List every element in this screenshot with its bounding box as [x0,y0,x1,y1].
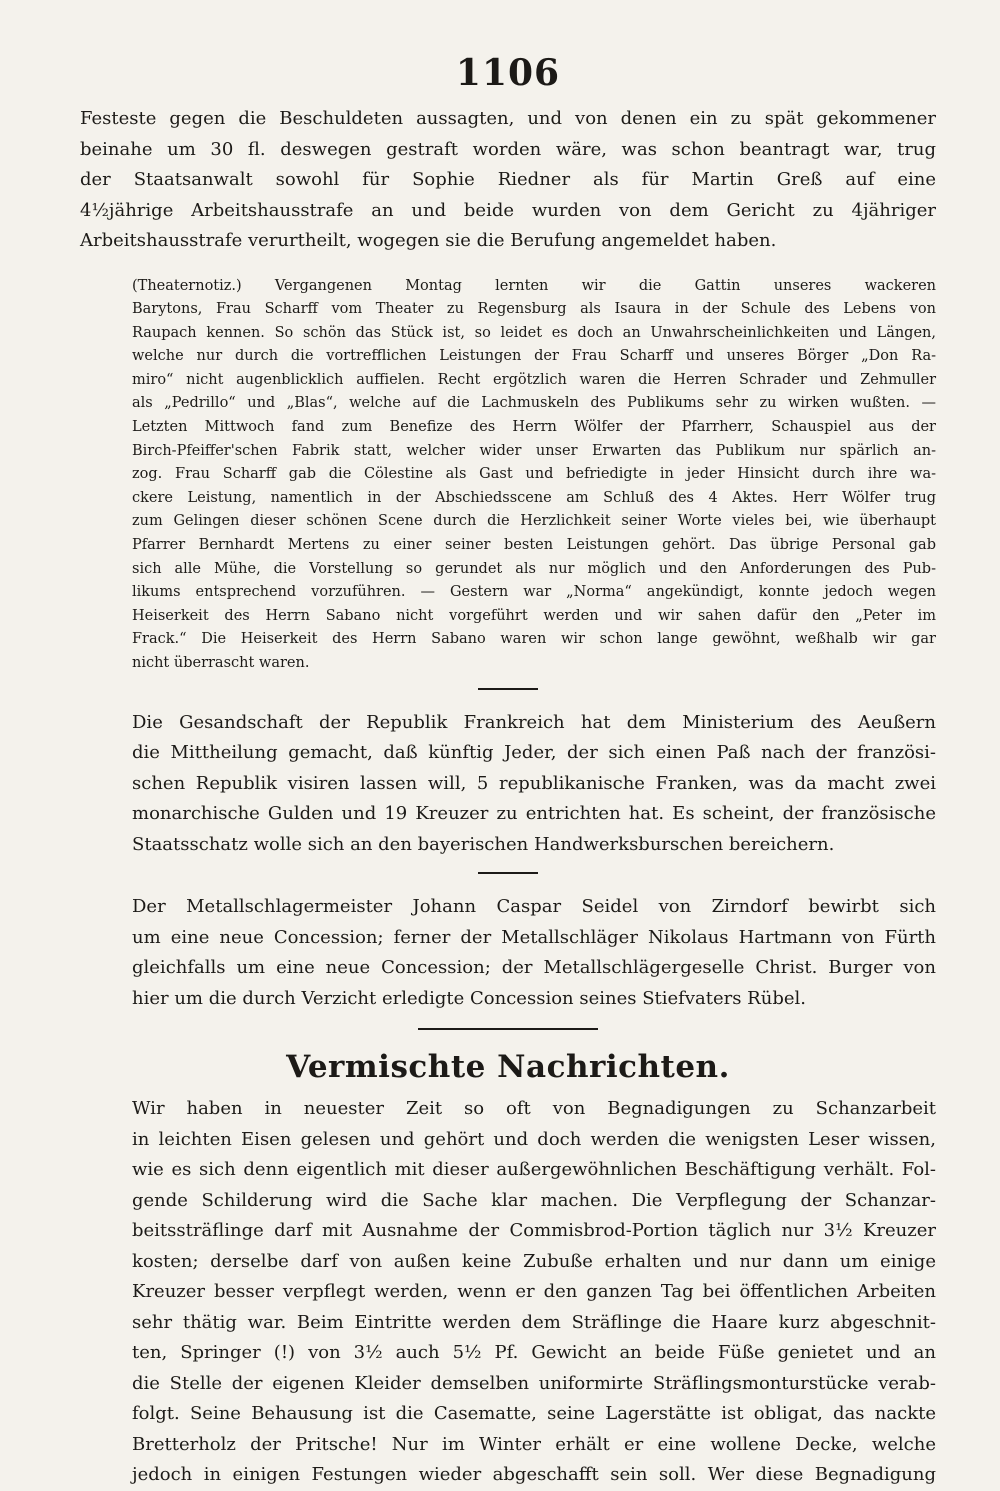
embassy-paragraph [80,708,936,861]
text-line: schen Republik visiren lassen will, 5 republikanische Franken, was da macht zwei [132,772,936,794]
text-line: gleichfalls um eine neue Concession; der Metallschlägergeselle Christ. Burger von [132,957,936,979]
text-line: gende Schilderung wird die Sache klar machen. Die Verpflegung der Schanzar- [132,1189,936,1211]
text-line: (Theaternotiz.) Vergangenen Montag lernten wir die Gattin unseres wackeren [132,277,936,294]
text-line: Wir haben in neuester Zeit so oft von Begnadigungen zu Schanzarbeit [132,1098,936,1120]
text-line: Birch-Pfeiffer'schen Fabrik statt, welcher wider unser Erwarten das Publikum nur spärlich an- [132,442,936,459]
text-line: likums entsprechend vorzuführen. — Gestern war „Norma“ angekündigt, konnte jedoch wegen [132,584,936,601]
text-line: die Mittheilung gemacht, daß künftig Jeder, der sich einen Paß nach der französi- [132,742,936,764]
text-line: sich alle Mühe, die Vorstellung so gerundet als nur möglich und den Anforderungen des Pub- [132,560,936,577]
text-line: folgt. Seine Behausung ist die Casematte, seine Lagerstätte ist obligat, das nackte [132,1403,936,1425]
text-line: Die Gesandschaft der Republik Frankreich hat dem Ministerium des Aeußern [132,711,936,733]
section-headline: Vermischte Nachrichten. [286,1049,730,1086]
text-line: ckere Leistung, namentlich in der Abschiedsscene am Schluß des 4 Aktes. Herr Wölfer trug [132,489,936,506]
text-line: um eine neue Concession; ferner der Metallschläger Nikolaus Hartmann von Fürth [132,926,936,948]
text-line: sehr thätig war. Beim Eintritte werden dem Sträflinge die Haare kurz abgeschnit- [132,1311,936,1333]
text-line: 4½jährige Arbeitshausstrafe an und beide wurden von dem Gericht zu 4jähriger [80,199,936,221]
news-paragraph [80,1094,936,1491]
text-line: wie es sich denn eigentlich mit dieser außergewöhnlichen Beschäftigung verhält. Fol- [132,1159,936,1181]
text-line: die Stelle der eigenen Kleider demselben uniformirte Sträflingsmonturstücke verab- [132,1372,936,1394]
text-line: jedoch in einigen Festungen wieder abgeschafft sein soll. Wer diese Begnadigung [132,1464,936,1486]
text-line: der Staatsanwalt sowohl für Sophie Riedner als für Martin Greß auf eine [80,169,936,190]
text-line: Staatsschatz wolle sich an den bayerischen Handwerksburschen bereichern. [132,833,835,855]
text-line: Raupach kennen. So schön das Stück ist, so leidet es doch an Unwahrscheinlichkeiten und Längen, [132,324,936,341]
text-line: Arbeitshausstrafe verurtheilt, wogegen sie die Berufung angemeldet haben. [80,230,777,251]
trial-report-paragraph [80,104,936,257]
text-line: Der Metallschlagermeister Johann Caspar Seidel von Zirndorf bewirbt sich [132,896,936,918]
text-line: in leichten Eisen gelesen und gehört und doch werden die wenigsten Leser wissen, [132,1128,936,1150]
text-line: Heiserkeit des Herrn Sabano nicht vorgeführt werden und wir sahen dafür den „Peter im [132,607,936,624]
section-divider [418,1028,598,1030]
text-line: monarchische Gulden und 19 Kreuzer zu entrichten hat. Es scheint, der französische [132,803,936,825]
text-line: hier um die durch Verzicht erledigte Concession seines Stiefvaters Rübel. [132,987,806,1009]
newspaper-page [80,48,936,1486]
text-line: Kreuzer besser verpflegt werden, wenn er den ganzen Tag bei öffentlichen Arbeiten [132,1281,936,1303]
text-line: beinahe um 30 fl. deswegen gestraft worden wäre, was schon beantragt war, trug [80,138,936,160]
text-line: miro“ nicht augenblicklich auffielen. Recht ergötzlich waren die Herren Schrader und Zehmuller [132,371,936,388]
text-line: Festeste gegen die Beschuldeten aussagten, und von denen ein zu spät gekommener [80,108,936,129]
text-line: zum Gelingen dieser schönen Scene durch die Herzlichkeit seiner Worte vieles bei, wie überhaupt [132,513,936,530]
text-line: welche nur durch die vortrefflichen Leistungen der Frau Scharff und unseres Börger „Don Ra- [132,348,936,365]
text-line: beitssträflinge darf mit Ausnahme der Commisbrod-Portion täglich nur 3½ Kreuzer [132,1220,936,1242]
spacer [80,257,936,275]
page-number: 1106 [455,52,561,94]
text-line: Pfarrer Bernhardt Mertens zu einer seiner besten Leistungen gehört. Das übrige Personal gab [132,537,936,554]
theater-notice-paragraph [80,275,936,676]
section-divider [478,688,538,690]
section-divider [478,872,538,874]
text-line: zog. Frau Scharff gab die Cölestine als Gast und befriedigte in jeder Hinsicht durch ihre wa- [132,466,936,483]
text-line: als „Pedrillo“ und „Blas“, welche auf die Lachmuskeln des Publikums sehr zu wirken wußten. — [132,395,936,412]
text-line: Frack.“ Die Heiserkeit des Herrn Sabano waren wir schon lange gewöhnt, weßhalb wir gar [132,631,936,648]
text-line: nicht überrascht waren. [132,655,310,671]
text-line: ten, Springer (!) von 3½ auch 5½ Pf. Gewicht an beide Füße genietet und an [132,1342,936,1364]
text-line: Barytons, Frau Scharff vom Theater zu Regensburg als Isaura in der Schule des Lebens von [132,301,936,318]
text-line: Bretterholz der Pritsche! Nur im Winter erhält er eine wollene Decke, welche [132,1433,936,1455]
concession-paragraph [80,892,936,1014]
text-line: kosten; derselbe darf von außen keine Zubuße erhalten und nur dann um einige [132,1250,936,1272]
text-line: Letzten Mittwoch fand zum Benefize des Herrn Wölfer der Pfarrherr, Schauspiel aus der [132,419,936,436]
